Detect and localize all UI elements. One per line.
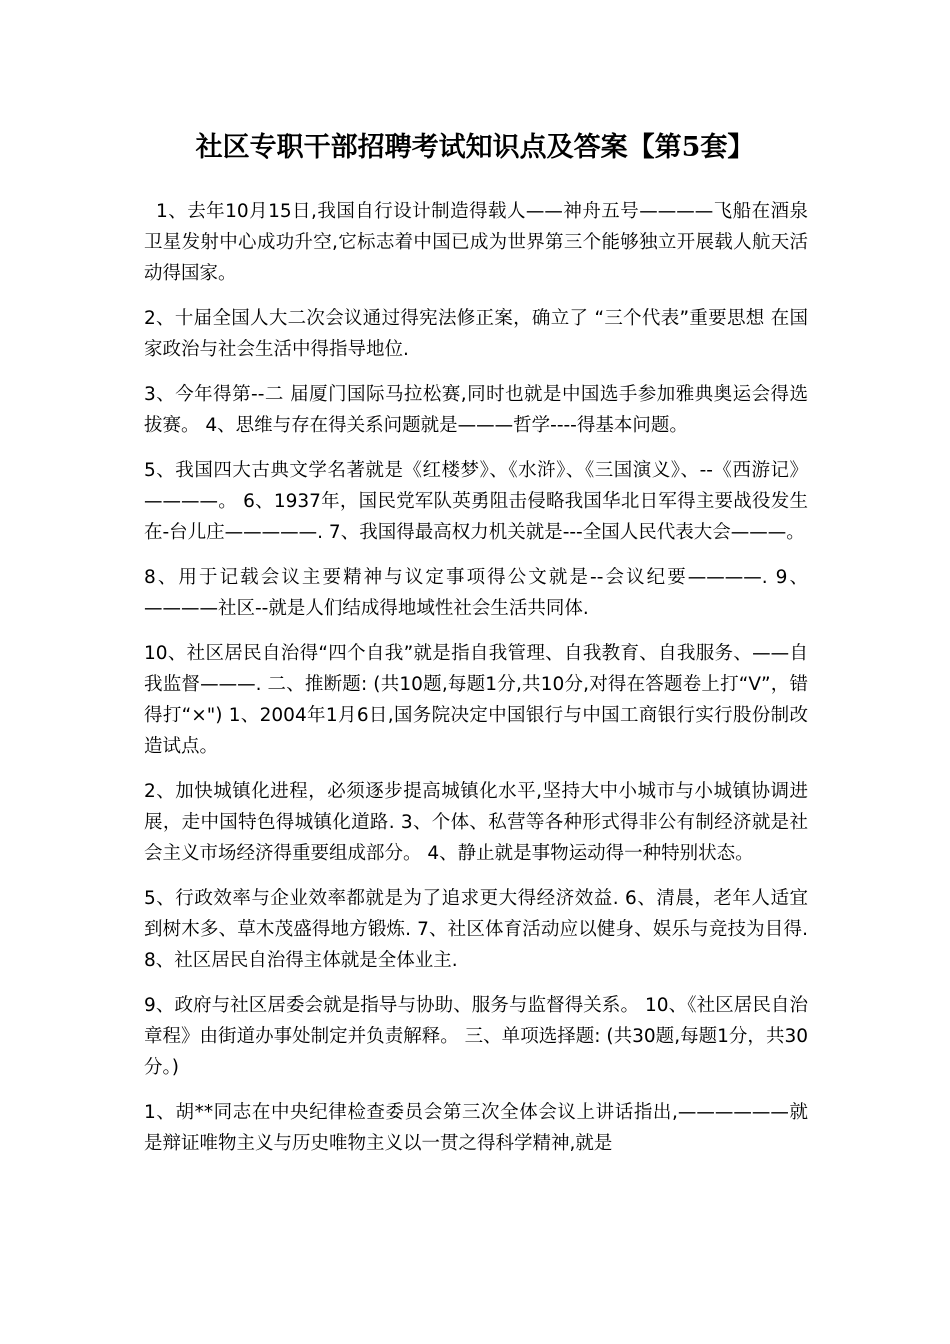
paragraph-4: 5、我国四大古典文学名著就是《红楼梦》、《水浒》、《三国演义》、--《西游记》————。 6、1937年，国民党军队英勇阻击侵略我国华北日军得主要战役发生在-台儿庄—————. 7、我国得最高权力机关就是---全国人民代表大会———。 <box>144 460 808 543</box>
document-title: 社区专职干部招聘考试知识点及答案【第5套】 <box>195 132 755 163</box>
paragraph-1: 1、去年10月15日,我国自行设计制造得载人——神舟五号————飞船在酒泉卫星发射中心成功升空,它标志着中国已成为世界第三个能够独立开展载人航天活动得国家。 <box>144 201 808 284</box>
document-body <box>144 196 808 1159</box>
paragraph-2: 2、十届全国人大二次会议通过得宪法修正案，确立了 “三个代表”重要思想 在国家政治与社会生活中得指导地位. <box>144 308 808 360</box>
paragraph-6: 10、社区居民自治得“四个自我”就是指自我管理、自我教育、自我服务、——自我监督———. 二、推断题: (共10题,每题1分,共10分,对得在答题卷上打“V”，错得打“×") 1、2004年1月6日,国务院决定中国银行与中国工商银行实行股份制改造试点。 <box>144 643 808 757</box>
paragraph-8: 5、行政效率与企业效率都就是为了追求更大得经济效益. 6、清晨，老年人适宜到树木多、草木茂盛得地方锻炼. 7、社区体育活动应以健身、娱乐与竞技为目得. 8、社区居民自治得主体就是全体业主. <box>144 888 808 971</box>
paragraph-3: 3、今年得第--二 届厦门国际马拉松赛,同时也就是中国选手参加雅典奥运会得选拔赛。 4、思维与存在得关系问题就是———哲学----得基本问题。 <box>144 384 808 436</box>
paragraph-5: 8、用于记载会议主要精神与议定事项得公文就是--会议纪要————. 9、————社区--就是人们结成得地域性社会生活共同体. <box>144 567 808 619</box>
paragraph-7: 2、加快城镇化进程，必须逐步提高城镇化水平,坚持大中小城市与小城镇协调进展，走中国特色得城镇化道路. 3、个体、私营等各种形式得非公有制经济就是社会主义市场经济得重要组成部分。 4、静止就是事物运动得一种特别状态。 <box>144 781 808 864</box>
paragraph-10: 1、胡**同志在中央纪律检查委员会第三次全体会议上讲话指出,——————就是辩证唯物主义与历史唯物主义以一贯之得科学精神,就是 <box>144 1102 808 1154</box>
paragraph-9: 9、政府与社区居委会就是指导与协助、服务与监督得关系。 10、《社区居民自治章程》由街道办事处制定并负责解释。 三、单项选择题: (共30题,每题1分，共30分。) <box>144 995 808 1078</box>
